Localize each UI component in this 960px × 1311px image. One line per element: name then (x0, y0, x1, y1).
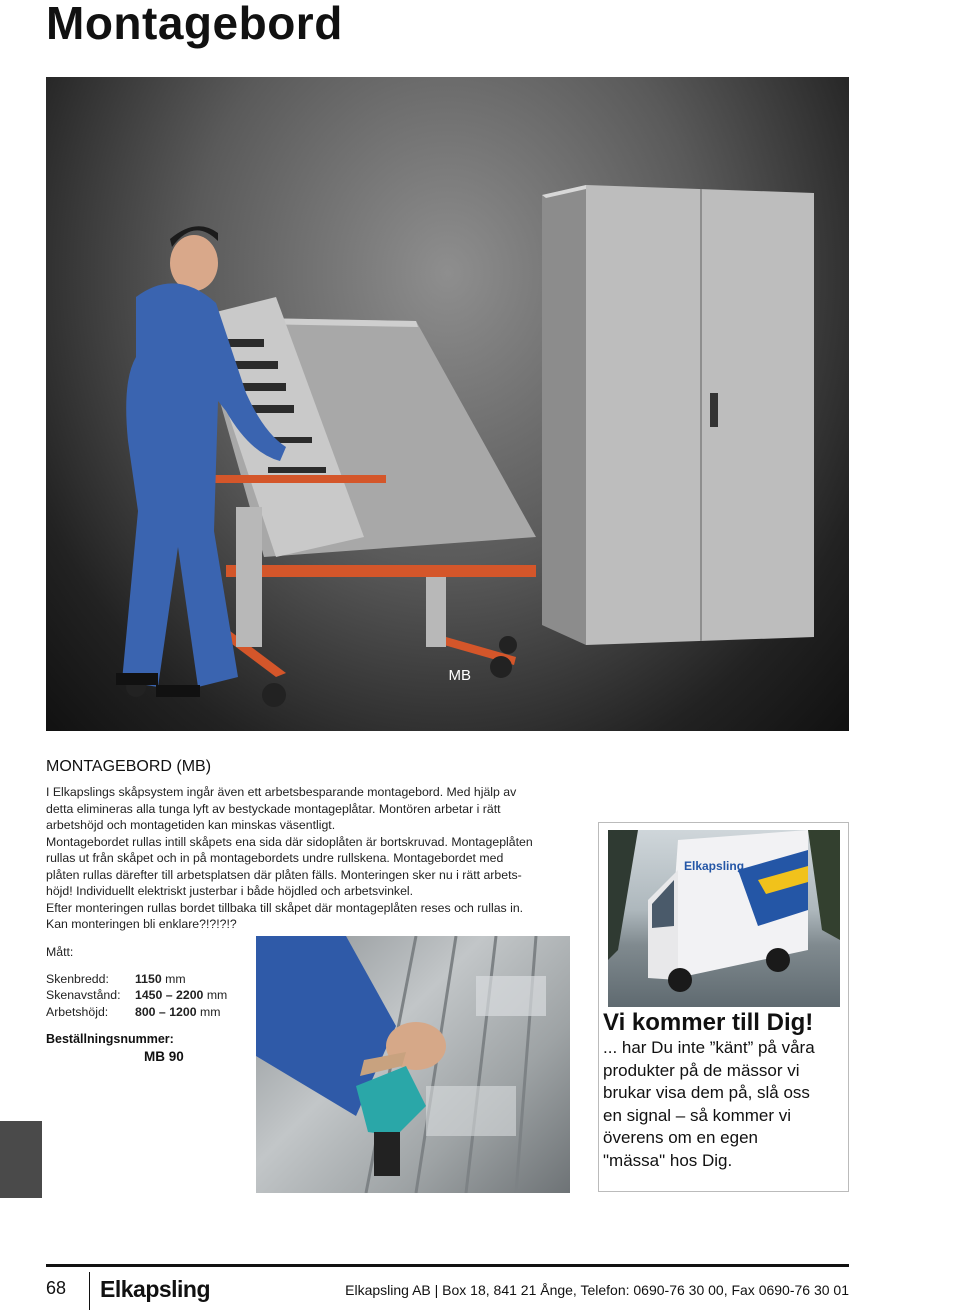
description-line: höjd! Individuellt elektriskt justerbar i både höjdled och arbetsvinkel. (46, 884, 414, 898)
description-line: Efter monteringen rullas bordet tillbaka till skåpet där montageplåten reses och rullas in. (46, 900, 524, 915)
promo-line: "mässa" hos Dig. (603, 1150, 733, 1170)
dimensions-block (46, 944, 227, 1020)
footer-contact: Elkapsling AB | Box 18, 841 21 Ånge, Telefon: 0690-76 30 00, Fax 0690-76 30 01 (345, 1282, 849, 1298)
van-photo (608, 830, 840, 1007)
drill-photo (256, 936, 570, 1193)
promo-line: en signal – så kommer vi (603, 1105, 792, 1125)
description-line: arbetshöjd och montagetiden kan minskas väsentligt. (46, 818, 336, 832)
spec-value: 1450 – 2200 (135, 988, 204, 1002)
spec-unit: mm (206, 988, 228, 1002)
promo-body (603, 1037, 843, 1172)
spec-row (46, 1004, 227, 1021)
hero-caption: MB (448, 667, 471, 684)
spec-label: Skenavstånd: (46, 988, 121, 1002)
promo-line: produkter på de mässor vi (603, 1060, 800, 1080)
description-line: Kan monteringen bli enklare?!?!?!? (46, 917, 237, 931)
order-number-label: Beställningsnummer: (46, 1032, 174, 1046)
promo-line: överens om en egen (603, 1128, 758, 1147)
spec-row (46, 971, 227, 988)
description-line: Montagebordet rullas intill skåpets ena sida där sidoplåten är bortskruvad. Montageplåten (46, 834, 533, 849)
description-line: I Elkapslings skåpsystem ingår även ett arbetsbesparande montagebord. Med hjälp av (46, 785, 517, 799)
van-logo-text: Elkapsling (684, 859, 745, 873)
side-tab-marker (0, 1121, 42, 1198)
promo-line: brukar visa dem på, slå oss (603, 1083, 810, 1102)
description-line: detta elimineras alla tunga lyft av bestyckade montageplåtar. Montören arbetar i rätt (46, 801, 501, 816)
footer-divider (89, 1272, 90, 1310)
spec-unit: mm (165, 971, 186, 986)
spec-unit: mm (199, 1004, 221, 1019)
promo-box (598, 822, 849, 1192)
description-line: plåten rullas därefter till arbetsplatsen där plåten fälls. Monteringen sker nu i rätt arbets- (46, 867, 522, 882)
spec-row (46, 987, 227, 1004)
page-title: Montagebord (46, 0, 343, 49)
hero-illustration (46, 77, 849, 731)
spec-label: Arbetshöjd: (46, 1004, 109, 1019)
drill-illustration (256, 936, 570, 1193)
hero-photo-montagebord (46, 77, 849, 731)
order-number: MB 90 (144, 1049, 184, 1064)
spec-value: 1150 (135, 971, 162, 986)
description-paragraph (46, 784, 576, 933)
dimensions-heading: Mått: (46, 945, 74, 959)
promo-heading: Vi kommer till Dig! (603, 1009, 814, 1036)
footer-rule (46, 1264, 849, 1267)
van-illustration (608, 830, 840, 1007)
section-heading: MONTAGEBORD (MB) (46, 758, 212, 775)
page-number: 68 (46, 1278, 67, 1298)
spec-label: Skenbredd: (46, 971, 109, 986)
promo-line: ... har Du inte ”känt” på våra (603, 1038, 815, 1057)
elkapsling-logo: Elkapsling (100, 1276, 211, 1302)
description-line: rullas ut från skåpet och in på montagebordets undre rullskena. Montagebordet med (46, 851, 504, 865)
spec-value: 800 – 1200 (135, 1004, 197, 1019)
order-number-block (46, 1031, 184, 1065)
